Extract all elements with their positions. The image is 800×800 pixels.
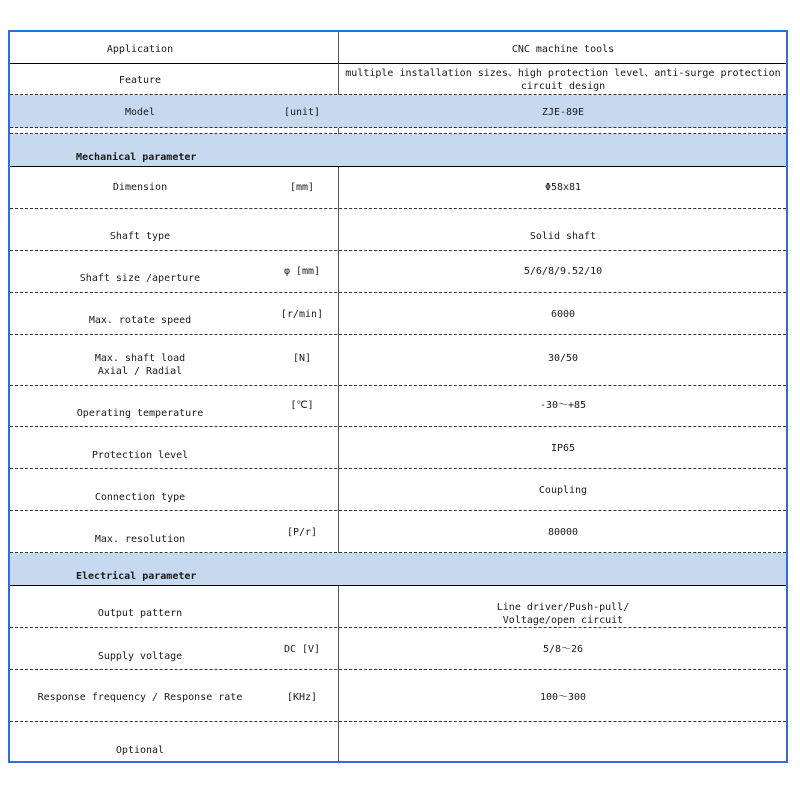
unit-rotate-speed: [r/min] <box>280 309 324 320</box>
row-rotate-speed <box>10 293 786 335</box>
label-feature: Feature <box>118 75 162 86</box>
section-mechanical <box>10 134 786 167</box>
value-supply-voltage: 5/8～26 <box>542 644 584 655</box>
row-application <box>10 32 786 64</box>
value-output-pattern: Line driver/Push-pull/ Voltage/open circuit <box>496 602 630 626</box>
value-connection: Coupling <box>538 485 588 496</box>
label-rotate-speed: Max. rotate speed <box>88 315 192 326</box>
unit-shaft-size: φ [mm] <box>283 266 321 277</box>
row-response-frequency <box>10 670 786 722</box>
unit-dimension: [mm] <box>289 182 315 193</box>
row-output-pattern <box>10 586 786 628</box>
row-resolution <box>10 511 786 553</box>
row-supply-voltage <box>10 628 786 670</box>
row-shaft-type <box>10 209 786 251</box>
label-output-pattern: Output pattern <box>97 608 183 619</box>
label-protection: Protection level <box>91 450 189 461</box>
label-shaft-load: Max. shaft load Axial / Radial <box>94 353 186 377</box>
label-temperature: Operating temperature <box>76 408 204 419</box>
value-protection: IP65 <box>550 443 576 454</box>
value-feature: multiple installation sizes、high protection level、anti-surge protection circuit design <box>345 68 781 92</box>
label-dimension: Dimension <box>112 182 168 193</box>
row-model <box>10 95 786 128</box>
unit-model: [unit] <box>283 107 321 118</box>
value-resolution: 80000 <box>547 527 579 538</box>
label-optional: Optional <box>115 745 165 756</box>
value-shaft-type: Solid shaft <box>529 231 597 242</box>
row-temperature <box>10 386 786 427</box>
row-shaft-size <box>10 251 786 293</box>
unit-temperature: [℃] <box>290 400 314 411</box>
row-dimension <box>10 167 786 209</box>
unit-supply-voltage: DC [V] <box>283 644 321 655</box>
row-optional <box>10 722 786 761</box>
unit-response-frequency: [KHz] <box>286 692 318 703</box>
value-shaft-load: 30/50 <box>547 353 579 364</box>
section-title-electrical: Electrical parameter <box>76 571 197 582</box>
section-electrical <box>10 553 786 586</box>
value-response-frequency: 100～300 <box>539 692 587 703</box>
row-protection <box>10 427 786 469</box>
row-connection <box>10 469 786 511</box>
value-application: CNC machine tools <box>511 44 615 55</box>
row-feature <box>10 64 786 95</box>
row-shaft-load <box>10 335 786 386</box>
value-temperature: -30～+85 <box>539 400 587 411</box>
value-model: ZJE-89E <box>541 107 585 118</box>
label-model: Model <box>124 107 156 118</box>
spec-table <box>8 30 788 763</box>
label-shaft-type: Shaft type <box>109 231 171 242</box>
label-application: Application <box>106 44 174 55</box>
label-shaft-size: Shaft size /aperture <box>79 273 201 284</box>
value-dimension: Φ58x81 <box>544 182 582 193</box>
section-title-mechanical: Mechanical parameter <box>76 152 197 163</box>
label-supply-voltage: Supply voltage <box>97 651 183 662</box>
label-resolution: Max. resolution <box>94 534 186 545</box>
label-connection: Connection type <box>94 492 186 503</box>
value-rotate-speed: 6000 <box>550 309 576 320</box>
unit-shaft-load: [N] <box>292 353 312 364</box>
value-shaft-size: 5/6/8/9.52/10 <box>523 266 603 277</box>
label-response-frequency: Response frequency / Response rate <box>37 692 243 703</box>
unit-resolution: [P/r] <box>286 527 318 538</box>
